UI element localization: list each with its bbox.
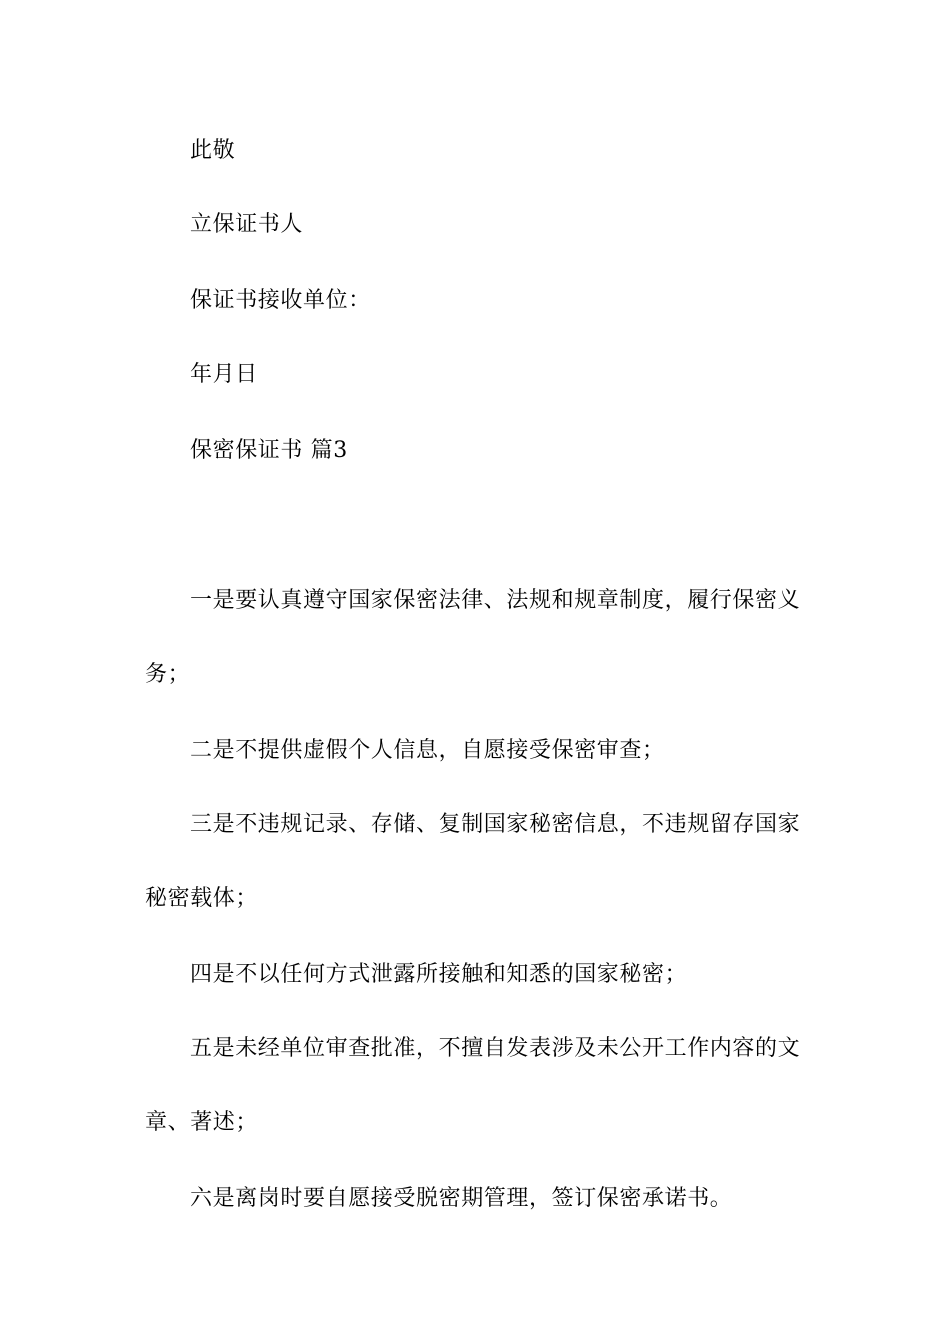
section-title: 保密保证书 篇3 (190, 438, 348, 463)
item-2-line-1: 二是不提供虚假个人信息，自愿接受保密审查； (190, 738, 665, 763)
closing-text: 此敬 (190, 138, 236, 163)
date-label: 年月日 (190, 362, 258, 387)
receiver-label: 保证书接收单位： (190, 288, 371, 313)
item-5-line-1: 五是未经单位审查批准，不擅自发表涉及未公开工作内容的文 (190, 1036, 801, 1061)
item-3-line-1: 三是不违规记录、存储、复制国家秘密信息，不违规留存国家 (190, 812, 801, 837)
item-1-line-2: 务； (145, 662, 191, 687)
item-4-line-1: 四是不以任何方式泄露所接触和知悉的国家秘密； (190, 962, 688, 987)
item-1-line-1: 一是要认真遵守国家保密法律、法规和规章制度，履行保密义 (190, 588, 801, 613)
signer-label: 立保证书人 (190, 212, 304, 237)
item-6-line-1: 六是离岗时要自愿接受脱密期管理，签订保密承诺书。 (190, 1186, 733, 1211)
item-3-line-2: 秘密载体； (145, 886, 259, 911)
item-5-line-2: 章、著述； (145, 1110, 259, 1135)
